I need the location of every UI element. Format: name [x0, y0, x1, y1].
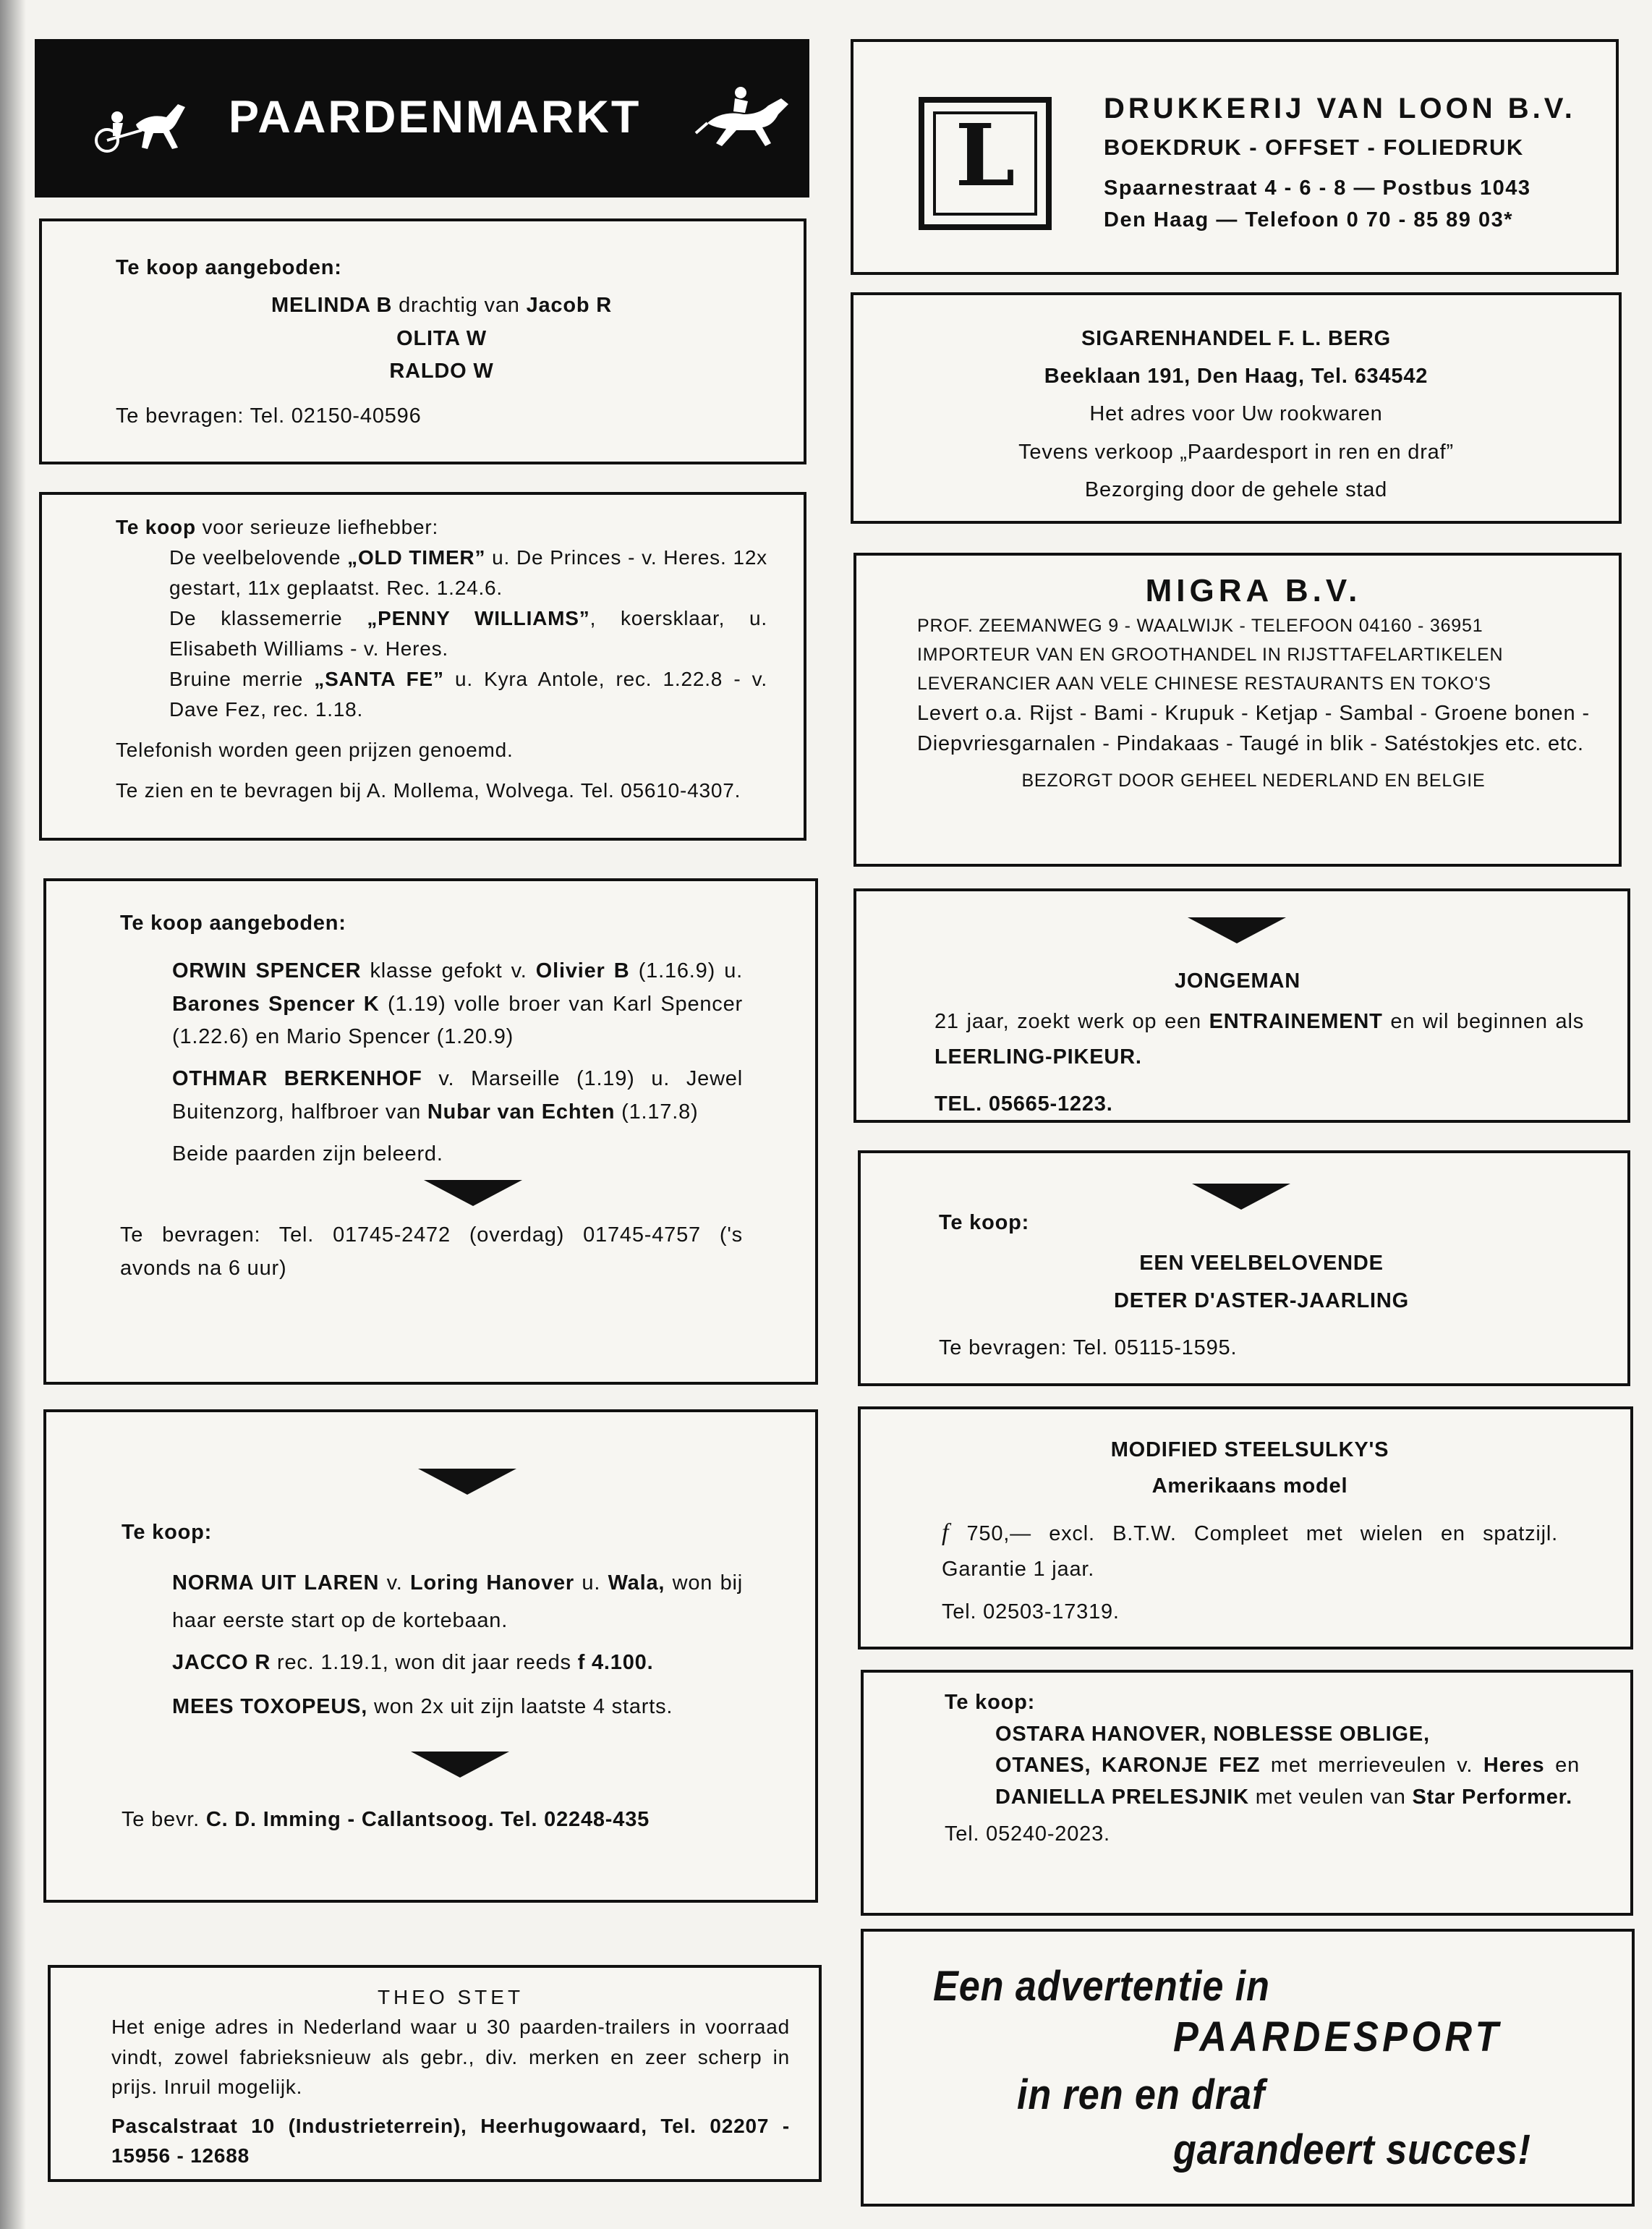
ad-contact: Te bevragen: Tel. 05115-1595. — [939, 1336, 1238, 1360]
horse-name: OTHMAR BERKENHOF — [172, 1067, 422, 1091]
horse-name: „OLD TIMER” — [347, 546, 486, 569]
text: 750,— excl. B.T.W. Compleet met wielen en spatzijl. Garantie 1 jaar. — [942, 1521, 1558, 1581]
text: u. — [574, 1571, 608, 1595]
ad-intro: Te koop aangeboden: — [120, 912, 346, 935]
ad-paardesport-promo — [861, 1929, 1635, 2207]
ad-address: Beeklaan 191, Den Haag, Tel. 634542 — [1044, 365, 1429, 389]
text: De klassemerrie — [169, 607, 367, 629]
ad-contact — [122, 1804, 743, 1837]
ad-title: DRUKKERIJ VAN LOON B.V. — [1104, 93, 1576, 124]
horse-name: OLITA W — [396, 326, 487, 350]
horse-name: MELINDA B — [271, 293, 393, 317]
ad-product-list: Levert o.a. Rijst - Bami - Krupuk - Ketjap - Sambal - Groene bonen - Diepvriesgarnalen - Pindakaas - Taugé in blik - Satéstokjes etc. etc. — [917, 702, 1590, 756]
horse-name: Wala, — [608, 1571, 665, 1595]
price: f 4.100. — [577, 1651, 654, 1675]
ad-contact: Te bevragen: Tel. 02150-40596 — [116, 404, 422, 428]
horse-name: Star Performer. — [1412, 1785, 1573, 1809]
florin-sign: f — [942, 1519, 950, 1546]
horse-name: ORWIN SPENCER — [172, 959, 362, 982]
text: u. Kyra Antole, rec. 1.22.8 - v. Dave Fez, rec. 1.18. — [169, 668, 767, 721]
horse-name: Heres — [1483, 1754, 1545, 1777]
horse-name: OSTARA HANOVER, NOBLESSE OBLIGE, — [995, 1722, 1430, 1746]
text: v. Marseille (1.19) u. Jewel Buitenzorg, halfbroer van — [172, 1067, 743, 1124]
horse-name: „PENNY WILLIAMS” — [367, 607, 590, 629]
ad-norma-uit-laren — [43, 1409, 818, 1903]
ad-intro: Te koop: — [122, 1521, 213, 1544]
promo-line: in ren en draf — [1017, 2071, 1266, 2118]
ad-note: Beide paarden zijn beleerd. — [172, 1142, 443, 1166]
text: won 2x uit zijn laatste 4 starts. — [367, 1695, 673, 1718]
ad-line: Het adres voor Uw rookwaren — [1089, 402, 1383, 426]
horse-name: NORMA UIT LAREN — [172, 1571, 380, 1595]
horse-name: Olivier B — [535, 959, 630, 982]
ad-deter-daster — [858, 1150, 1630, 1386]
horse-name: Loring Hanover — [410, 1571, 575, 1595]
promo-line: PAARDESPORT — [1173, 2013, 1502, 2060]
page-shadow — [0, 0, 26, 2229]
ad-contact: Tel. 02503-17319. — [942, 1600, 1120, 1624]
listing-orwin — [120, 955, 743, 1054]
ad-steelsulkys — [858, 1406, 1633, 1650]
arrow-down-icon — [1188, 917, 1286, 943]
ad-line: BEZORGT DOOR GEHEEL NEDERLAND EN BELGIE — [1021, 770, 1486, 791]
horse-name: DETER D'ASTER-JAARLING — [1114, 1288, 1409, 1312]
logo-letter: L — [955, 105, 1016, 205]
horse-name: Jacob R — [526, 293, 612, 317]
horse-name: DANIELLA PRELESJNIK — [995, 1785, 1249, 1809]
ad-contact: Tel. 05240-2023. — [945, 1822, 1110, 1846]
text: en wil beginnen als — [1382, 1009, 1584, 1033]
listing-santa-fe — [116, 664, 767, 725]
ad-body: Het enige adres in Nederland waar u 30 paarden-trailers in voorraad vindt, zowel fabrieksnieuw als gebr., div. merken en zeer scherp in prijs. Inruil mogelijk. — [111, 2016, 790, 2099]
ad-title: THEO STET — [377, 1986, 524, 2008]
ad-subtitle: Amerikaans model — [1151, 1474, 1348, 1498]
ad-migra — [853, 553, 1622, 867]
text: won bij haar eerste start op de kortebaan. — [172, 1571, 744, 1632]
ad-services: BOEKDRUK - OFFSET - FOLIEDRUK — [1104, 135, 1524, 160]
promo-line: garandeert succes! — [1173, 2126, 1531, 2173]
ad-title: MIGRA B.V. — [1145, 573, 1362, 608]
ad-price — [942, 1513, 1558, 1587]
text: (1.19) volle broer van Karl Spencer (1.22.6) en Mario Spencer (1.20.9) — [172, 992, 743, 1049]
ad-old-timer — [39, 492, 806, 841]
ad-jongeman — [853, 888, 1630, 1123]
ad-contact: TEL. 05665-1223. — [934, 1092, 1113, 1116]
text-bold: ENTRAINEMENT — [1209, 1009, 1383, 1033]
ad-title: MODIFIED STEELSULKY'S — [1110, 1438, 1389, 1461]
ad-address: Spaarnestraat 4 - 6 - 8 — Postbus 1043 — [1104, 177, 1531, 200]
ad-drukkerij-van-loon — [851, 39, 1619, 275]
text: rec. 1.19.1, won dit jaar reeds — [271, 1651, 578, 1675]
text: , koersklaar, u. Elisabeth Williams - v. Heres. — [169, 607, 767, 660]
text-bold: LEERLING-PIKEUR. — [934, 1045, 1142, 1069]
ad-sigarenhandel — [851, 292, 1622, 524]
ad-address: Pascalstraat 10 (Industrieterrein), Heerhugowaard, Tel. 02207 - 15956 - 12688 — [111, 2114, 790, 2168]
header-title: PAARDENMARKT — [229, 92, 642, 143]
ad-line: IMPORTEUR VAN EN GROOTHANDEL IN RIJSTTAFELARTIKELEN — [917, 645, 1504, 666]
ad-intro: Te koop — [116, 516, 196, 538]
van-loon-logo — [919, 97, 1052, 230]
horse-name: MEES TOXOPEUS, — [172, 1695, 368, 1718]
ad-intro: Te koop: — [939, 1211, 1030, 1234]
text: klasse gefokt v. — [361, 959, 536, 982]
arrow-down-icon — [411, 1752, 509, 1778]
arrow-down-icon — [1192, 1184, 1290, 1210]
text: Te bevr. — [122, 1808, 206, 1832]
ad-melinda — [39, 218, 806, 464]
horse-name: OTANES, KARONJE FEZ — [995, 1754, 1261, 1777]
ad-theo-stet — [48, 1965, 822, 2182]
text: en — [1544, 1754, 1580, 1777]
text: v. — [379, 1571, 410, 1595]
ad-ostara-hanover — [861, 1670, 1633, 1916]
ad-line: LEVERANCIER AAN VELE CHINESE RESTAURANTS EN TOKO'S — [917, 674, 1491, 695]
text: De veelbelovende — [169, 546, 348, 569]
text: 21 jaar, zoekt werk op een — [934, 1009, 1209, 1033]
ad-contact: Te bevragen: Tel. 01745-2472 (overdag) 01745-4757 ('s avonds na 6 uur) — [120, 1223, 743, 1280]
horse-name: EEN VEELBELOVENDE — [1139, 1251, 1384, 1275]
listing-norma — [122, 1564, 743, 1639]
ad-line: Bezorging door de gehele stad — [1084, 477, 1388, 501]
text: met merrieveulen v. — [1260, 1754, 1483, 1777]
ad-orwin-spencer — [43, 878, 818, 1385]
horse-name: Nubar van Echten — [427, 1100, 616, 1124]
ad-intro: Te koop: — [945, 1691, 1036, 1714]
ad-line: Tevens verkoop „Paardesport in ren en draf” — [1018, 440, 1454, 464]
text: (1.16.9) u. — [629, 959, 743, 982]
ad-title: JONGEMAN — [1175, 969, 1300, 993]
ad-title: SIGARENHANDEL F. L. BERG — [1081, 327, 1391, 350]
text: u. De Princes - v. Heres. 12x gestart, 11x geplaatst. Rec. 1.24.6. — [169, 546, 767, 599]
text: met veulen van — [1248, 1785, 1413, 1809]
ad-note: Telefonish worden geen prijzen genoemd. — [116, 739, 514, 761]
jockey-horse-icon — [693, 82, 794, 155]
text: (1.17.8) — [615, 1100, 699, 1124]
text: voor serieuze liefhebber: — [195, 516, 439, 538]
listing-penny — [116, 603, 767, 664]
promo-line: Een advertentie in — [933, 1963, 1270, 2010]
listing-otanes — [945, 1750, 1580, 1813]
horse-name: Barones Spencer K — [172, 992, 380, 1016]
arrow-down-icon — [424, 1180, 522, 1206]
listing-old-timer — [116, 543, 767, 603]
text: Bruine merrie — [169, 668, 315, 690]
horse-name: RALDO W — [389, 360, 494, 383]
sulky-horse-icon — [91, 95, 192, 161]
text: drachtig van — [392, 293, 527, 317]
contact-bold: C. D. Imming - Callantsoog. Tel. 02248-435 — [205, 1808, 650, 1832]
listing-jacco — [122, 1647, 743, 1680]
listing-othmar — [120, 1063, 743, 1129]
ad-intro: Te koop aangeboden: — [116, 256, 342, 279]
arrow-down-icon — [418, 1469, 516, 1495]
ad-address: PROF. ZEEMANWEG 9 - WAALWIJK - TELEFOON 04160 - 36951 — [917, 616, 1483, 637]
ad-contact: Te zien en te bevragen bij A. Mollema, Wolvega. Tel. 05610-4307. — [116, 779, 741, 802]
ad-address: Den Haag — Telefoon 0 70 - 85 89 03* — [1104, 208, 1513, 232]
header-banner — [35, 39, 809, 198]
horse-name: JACCO R — [172, 1651, 271, 1675]
horse-name: „SANTA FE” — [314, 668, 444, 690]
ad-body — [934, 1004, 1584, 1076]
listing-mees — [122, 1687, 743, 1727]
